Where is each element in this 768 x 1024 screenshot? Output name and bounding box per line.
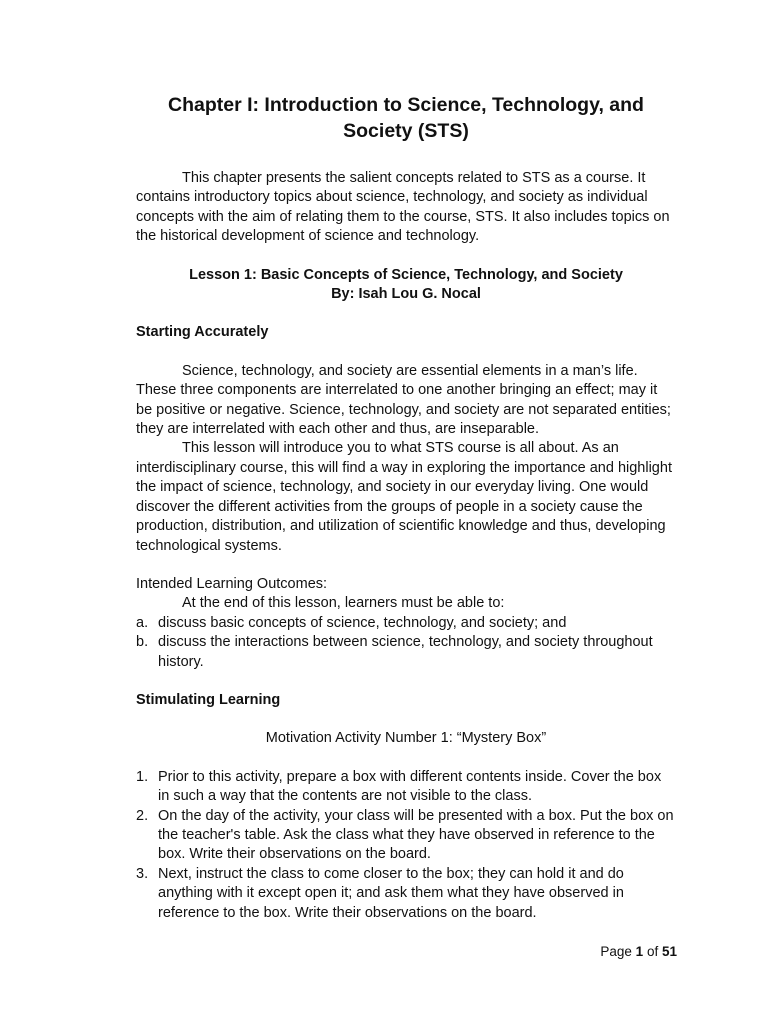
outcomes-lead: At the end of this lesson, learners must be able to: (182, 595, 505, 612)
document-page (136, 92, 676, 923)
list-item-text: Next, instruct the class to come closer to the box; they can hold it and do anything with it except open it; and ask them what they have observed in reference to the box. Write their observations on the board. (158, 865, 624, 921)
of-label: of (646, 944, 659, 959)
list-item (136, 614, 676, 633)
starting-heading: Starting Accurately (136, 324, 269, 341)
total-page-count: 51 (661, 944, 677, 959)
intro-paragraph: This chapter presents the salient concepts related to STS as a course. It contains introductory topics about science, technology, and society as individual concepts with the aim of relating them to the course, STS. It also includes topics on the historical development of science and technology. (136, 170, 670, 245)
list-marker: a. (136, 614, 149, 631)
list-item (136, 633, 676, 672)
chapter-title: Chapter I: Introduction to Science, Technology, and Society (STS) (168, 94, 644, 142)
list-marker: 1. (136, 768, 149, 785)
page-label: Page (600, 944, 632, 959)
list-marker: b. (136, 634, 149, 651)
outcomes-list (136, 614, 676, 672)
starting-paragraph-1: Science, technology, and society are essential elements in a man’s life. These three components are interrelated to one another bringing an effect; may it be positive or negative. Science, technology, and society are not separated entities; they are interrelated with each other and thus, are inseparable. (136, 362, 671, 438)
list-marker: 3. (136, 865, 149, 882)
list-marker: 2. (136, 807, 149, 824)
stimulating-heading: Stimulating Learning (136, 691, 281, 708)
page-footer (0, 943, 677, 961)
list-item-text: On the day of the activity, your class will be presented with a box. Put the box on the teacher's table. Ask the class what they have observed in reference to the box. Write their observations on the board. (158, 807, 674, 863)
list-item-text: discuss the interactions between science, technology, and society throughout history. (158, 634, 653, 670)
list-item (136, 865, 676, 923)
activity-title: Motivation Activity Number 1: “Mystery Box” (265, 730, 547, 747)
list-item (136, 807, 676, 865)
lesson-author: By: Isah Lou G. Nocal (331, 286, 481, 303)
list-item-text: Prior to this activity, prepare a box with different contents inside. Cover the box in such a way that the contents are not visible to the class. (158, 768, 662, 805)
lesson-heading: Lesson 1: Basic Concepts of Science, Technology, and Society (189, 266, 623, 283)
list-item (136, 768, 676, 807)
list-item-text: discuss basic concepts of science, technology, and society; and (158, 614, 567, 631)
starting-paragraph-2: This lesson will introduce you to what STS course is all about. As an interdisciplinary course, this will find a way in exploring the importance and highlight the impact of science, technology, and society in our everyday living. One would discover the different activities from the groups of people in a society cause the production, distribution, and utilization of scientific knowledge and thus, developing technological systems. (136, 440, 672, 554)
outcomes-heading: Intended Learning Outcomes: (136, 575, 328, 592)
current-page-number: 1 (635, 944, 644, 959)
activity-steps (136, 768, 676, 923)
